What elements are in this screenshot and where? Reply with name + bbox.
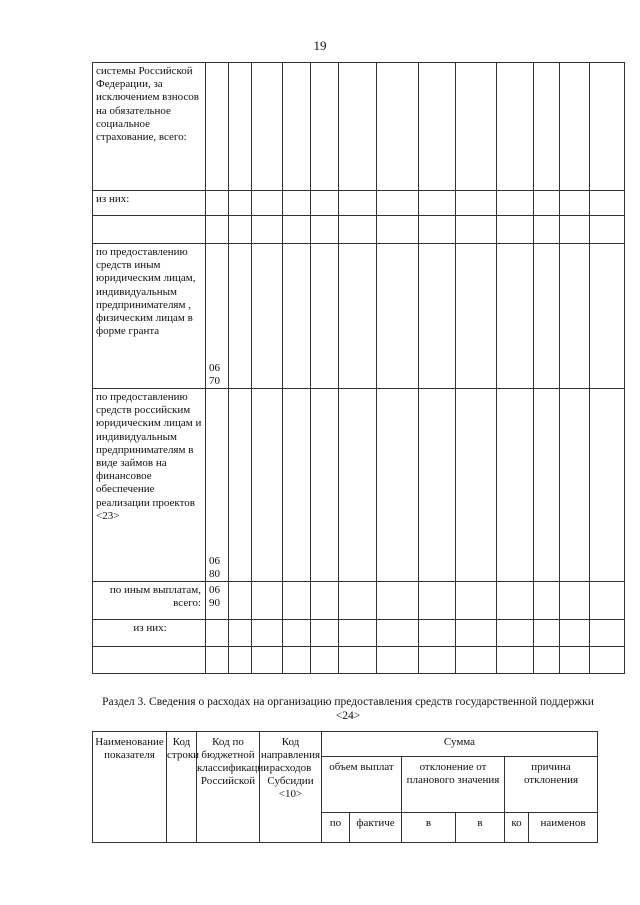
header-actual: фактиче xyxy=(350,813,402,843)
header-direction-code: Код направления расходов Субсидии <10> xyxy=(260,732,322,843)
table-row xyxy=(93,647,625,674)
row-label: из них: xyxy=(93,191,206,216)
header-deviation-a: в xyxy=(402,813,456,843)
continuation-table xyxy=(92,62,625,674)
table-row xyxy=(93,582,625,620)
row-label: системы Российской Федерации, за исключением взносов на обязательное социальное страхование, всего: xyxy=(93,63,206,191)
table-row xyxy=(93,389,625,582)
row-code: 06 80 xyxy=(206,389,229,582)
header-name: Наименование показателя xyxy=(93,732,167,843)
header-sum: Сумма xyxy=(322,732,598,757)
header-row-code: Код строки xyxy=(167,732,197,843)
table-row xyxy=(93,620,625,647)
table-row xyxy=(93,216,625,244)
header-payout-volume: объем выплат xyxy=(322,757,402,813)
row-label: по иным выплатам, всего: xyxy=(93,582,206,620)
header-deviation-b: в xyxy=(456,813,505,843)
header-reason-code: ко xyxy=(505,813,529,843)
row-label: из них: xyxy=(93,620,206,647)
row-label: по предоставлению средств иным юридическим лицам, индивидуальным предпринимателям , физическим лицам в форме гранта xyxy=(93,244,206,389)
row-label xyxy=(93,216,206,244)
header-budget-code: Код по бюджетной классификации Российской xyxy=(197,732,260,843)
row-code: 06 90 xyxy=(206,582,229,620)
table-row xyxy=(93,63,625,191)
table-row xyxy=(93,191,625,216)
header-reason: причина отклонения xyxy=(505,757,598,813)
table-row xyxy=(93,244,625,389)
header-deviation: отклонение от планового значения xyxy=(402,757,505,813)
row-label: по предоставлению средств российским юридическим лицам и индивидуальным предпринимателям в виде займов на финансовое обеспечение реализации проектов <23> xyxy=(93,389,206,582)
header-reason-name: наименов xyxy=(529,813,598,843)
row-code xyxy=(206,63,229,191)
row-code: 06 70 xyxy=(206,244,229,389)
header-planned: по xyxy=(322,813,350,843)
page-number: 19 xyxy=(313,38,327,53)
section3-table xyxy=(92,731,598,843)
row-label xyxy=(93,647,206,674)
section-title: Раздел 3. Сведения о расходах на организацию предоставления средств государственной поддержки <24> xyxy=(102,696,594,722)
